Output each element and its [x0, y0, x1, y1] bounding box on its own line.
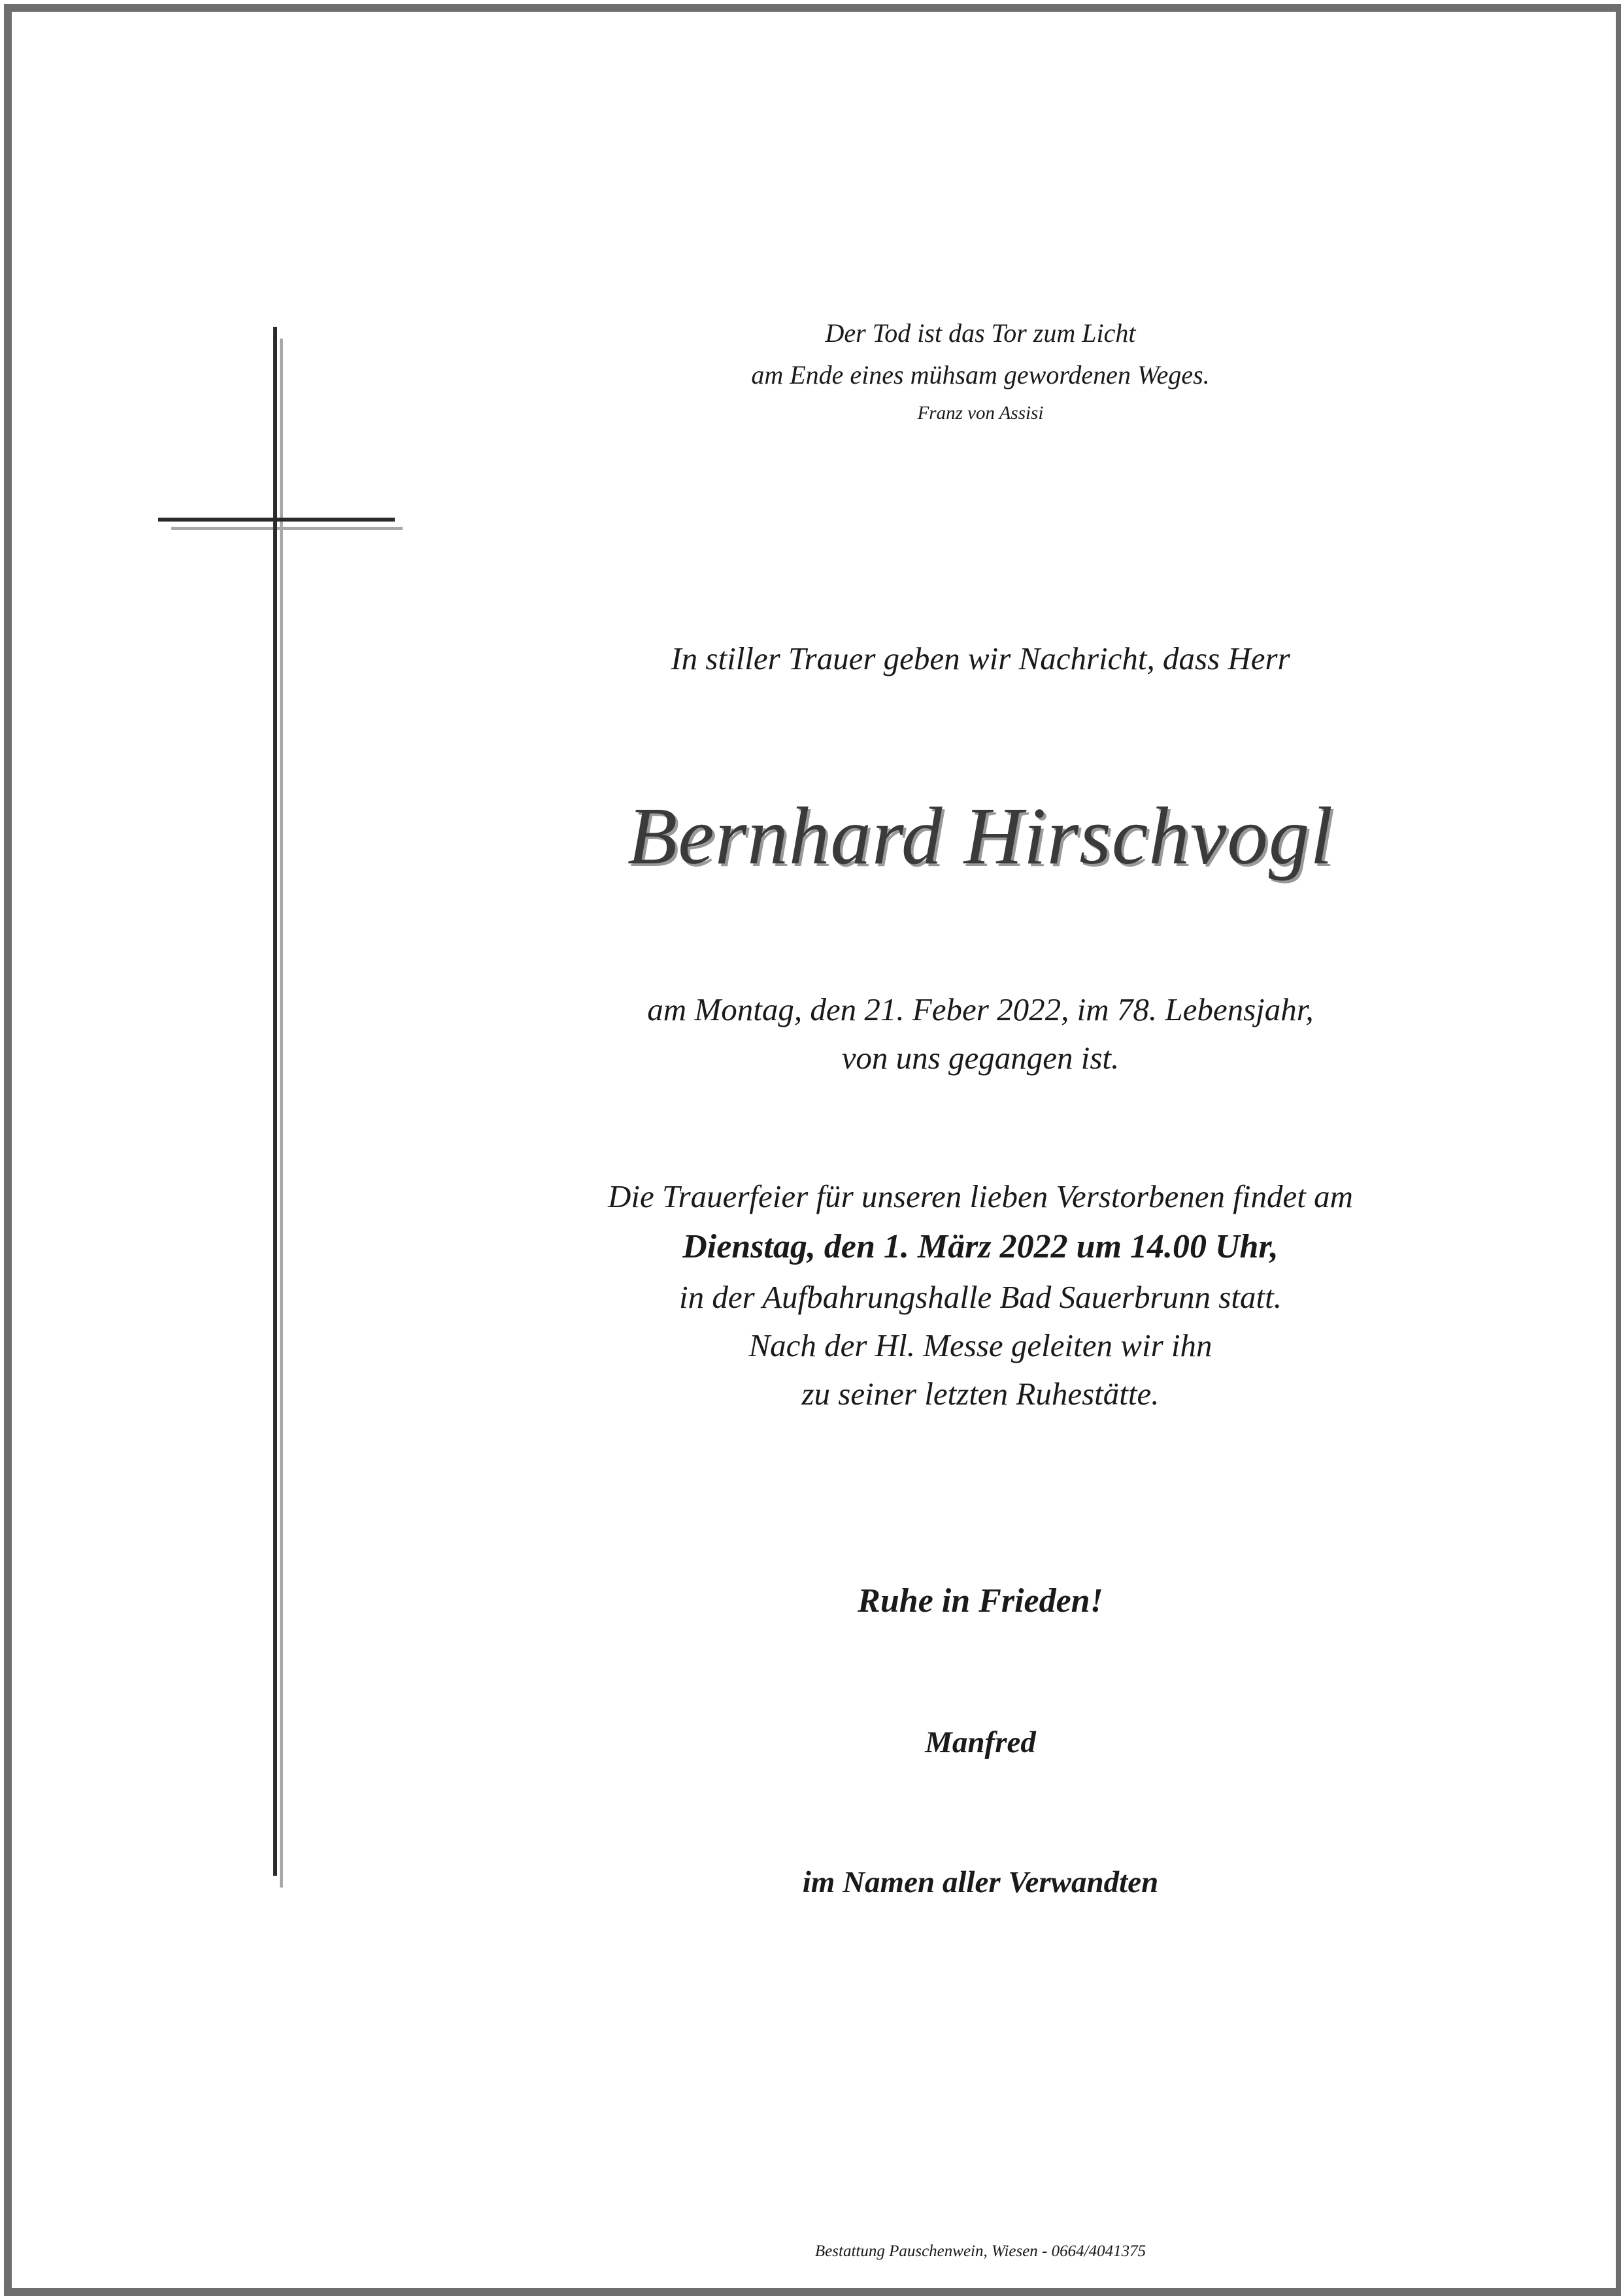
cross-vertical-shadow [280, 339, 283, 1888]
deceased-name: Bernhard Hirschvogl [627, 791, 1334, 882]
funeral-date: Dienstag, den 1. März 2022 um 14.00 Uhr, [682, 1228, 1278, 1265]
death-line-1: am Montag, den 21. Feber 2022, im 78. Lebensjahr, [647, 991, 1314, 1027]
funeral-line-5: zu seiner letzten Ruhestätte. [801, 1376, 1160, 1412]
funeral-line-3: in der Aufbahrungshalle Bad Sauerbrunn statt. [679, 1279, 1282, 1315]
funeral-details [510, 1173, 1451, 1418]
closing-phrase: Ruhe in Frieden! [858, 1582, 1103, 1620]
signer-name: Manfred [925, 1725, 1036, 1759]
death-line-2: von uns gegangen ist. [841, 1040, 1120, 1076]
funeral-line-1: Die Trauerfeier für unseren lieben Verstorbenen findet am [608, 1178, 1353, 1214]
quote-line-1: Der Tod ist das Tor zum Licht [825, 318, 1136, 348]
intro-text: In stiller Trauer geben wir Nachricht, dass Herr [671, 641, 1290, 676]
death-notice [510, 986, 1451, 1082]
cross-vertical-bar [273, 327, 277, 1876]
quote-author: Franz von Assisi [917, 403, 1044, 424]
quote-line-2: am Ende eines mühsam gewordenen Weges. [751, 360, 1210, 390]
family-line: im Namen aller Verwandten [802, 1865, 1159, 1899]
cross-horizontal-shadow [171, 527, 403, 530]
funeral-home-footer: Bestattung Pauschenwein, Wiesen - 0664/4041375 [814, 2242, 1146, 2260]
cross-horizontal-bar [158, 518, 395, 522]
funeral-line-4: Nach der Hl. Messe geleiten wir ihn [748, 1327, 1212, 1363]
opening-quote [510, 312, 1451, 430]
